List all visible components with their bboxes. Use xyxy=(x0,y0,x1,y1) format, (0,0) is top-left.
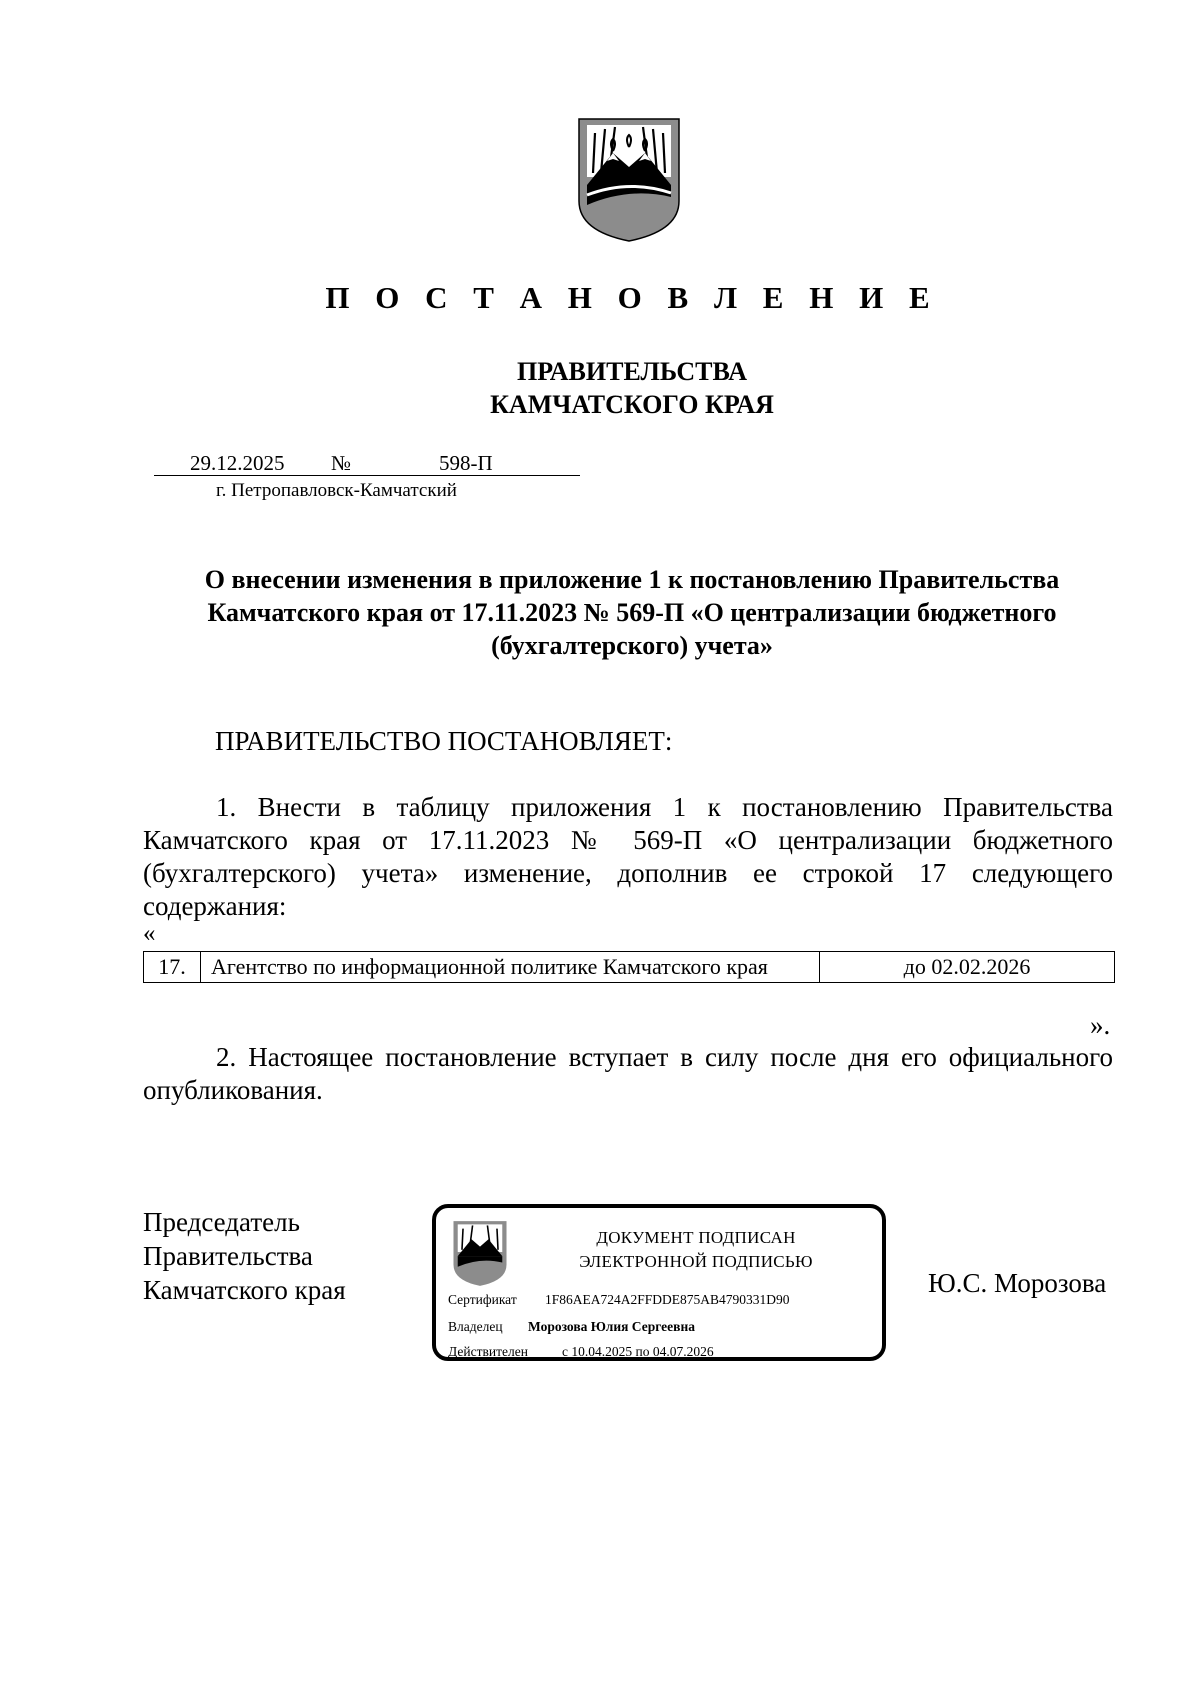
subject-line-2: Камчатского края от 17.11.2023 № 569-П «О централизации бюджетного xyxy=(207,598,1057,627)
certificate-value: 1F86AEA724A2FFDDE875AB4790331D90 xyxy=(545,1292,790,1307)
row-agency-name: Агентство по информационной политике Камчатского края xyxy=(201,952,820,983)
chair-line-1: Председатель xyxy=(143,1207,300,1237)
date-number-line xyxy=(154,451,580,476)
chair-title xyxy=(143,1205,346,1307)
number-sign: № xyxy=(331,451,352,475)
issuing-authority xyxy=(0,355,1200,421)
certificate-label: Сертификат xyxy=(448,1292,517,1307)
validity-label: Действителен xyxy=(448,1344,528,1359)
authority-line-2: КАМЧАТСКОГО КРАЯ xyxy=(490,390,774,419)
chair-line-2: Правительства xyxy=(143,1241,313,1271)
chair-line-3: Камчатского края xyxy=(143,1275,346,1305)
quote-close: ». xyxy=(1090,1010,1111,1040)
document-type-title: П О С Т А Н О В Л Е Н И Е xyxy=(325,280,939,315)
row-number: 17. xyxy=(144,952,201,983)
paragraph-2: 2. Настоящее постановление вступает в силу после дня его официального опубликования. xyxy=(143,1042,1113,1105)
owner-value: Морозова Юлия Сергеевна xyxy=(528,1319,695,1334)
validity-value: с 10.04.2025 по 04.07.2026 xyxy=(562,1344,714,1359)
document-subject xyxy=(150,563,1114,662)
paragraph-1: 1. Внести в таблицу приложения 1 к постановлению Правительства Камчатского края от 17.11.2023 № 569-П «О централизации бюджетного (бухгалтерского) учета» изменение, дополнив ее строкой 17 следующего содержания: xyxy=(143,792,1113,921)
authority-line-1: ПРАВИТЕЛЬСТВА xyxy=(517,357,747,386)
table-row xyxy=(144,952,1115,983)
subject-line-3: (бухгалтерского) учета» xyxy=(491,631,773,660)
document-number: 598-П xyxy=(439,451,493,475)
amendment-table xyxy=(143,951,1115,983)
coat-of-arms-emblem xyxy=(573,113,685,245)
stamp-title-line-1: ДОКУМЕНТ ПОДПИСАН xyxy=(596,1228,796,1247)
subject-line-1: О внесении изменения в приложение 1 к постановлению Правительства xyxy=(204,565,1060,594)
signatory-name: Ю.С. Морозова xyxy=(928,1268,1107,1298)
row-deadline: до 02.02.2026 xyxy=(820,952,1115,983)
decree-statement: ПРАВИТЕЛЬСТВО ПОСТАНОВЛЯЕТ: xyxy=(215,726,673,756)
quote-open: « xyxy=(143,920,156,947)
stamp-emblem-icon xyxy=(449,1218,511,1288)
owner-label: Владелец xyxy=(448,1319,503,1334)
document-date: 29.12.2025 xyxy=(190,451,285,475)
validity-row xyxy=(448,1344,714,1360)
electronic-signature-stamp xyxy=(432,1204,886,1361)
certificate-row xyxy=(448,1292,790,1308)
city: г. Петропавловск-Камчатский xyxy=(216,480,457,501)
owner-row xyxy=(448,1319,695,1335)
stamp-title-line-2: ЭЛЕКТРОННОЙ ПОДПИСЬЮ xyxy=(579,1252,813,1271)
stamp-title xyxy=(506,1226,886,1274)
